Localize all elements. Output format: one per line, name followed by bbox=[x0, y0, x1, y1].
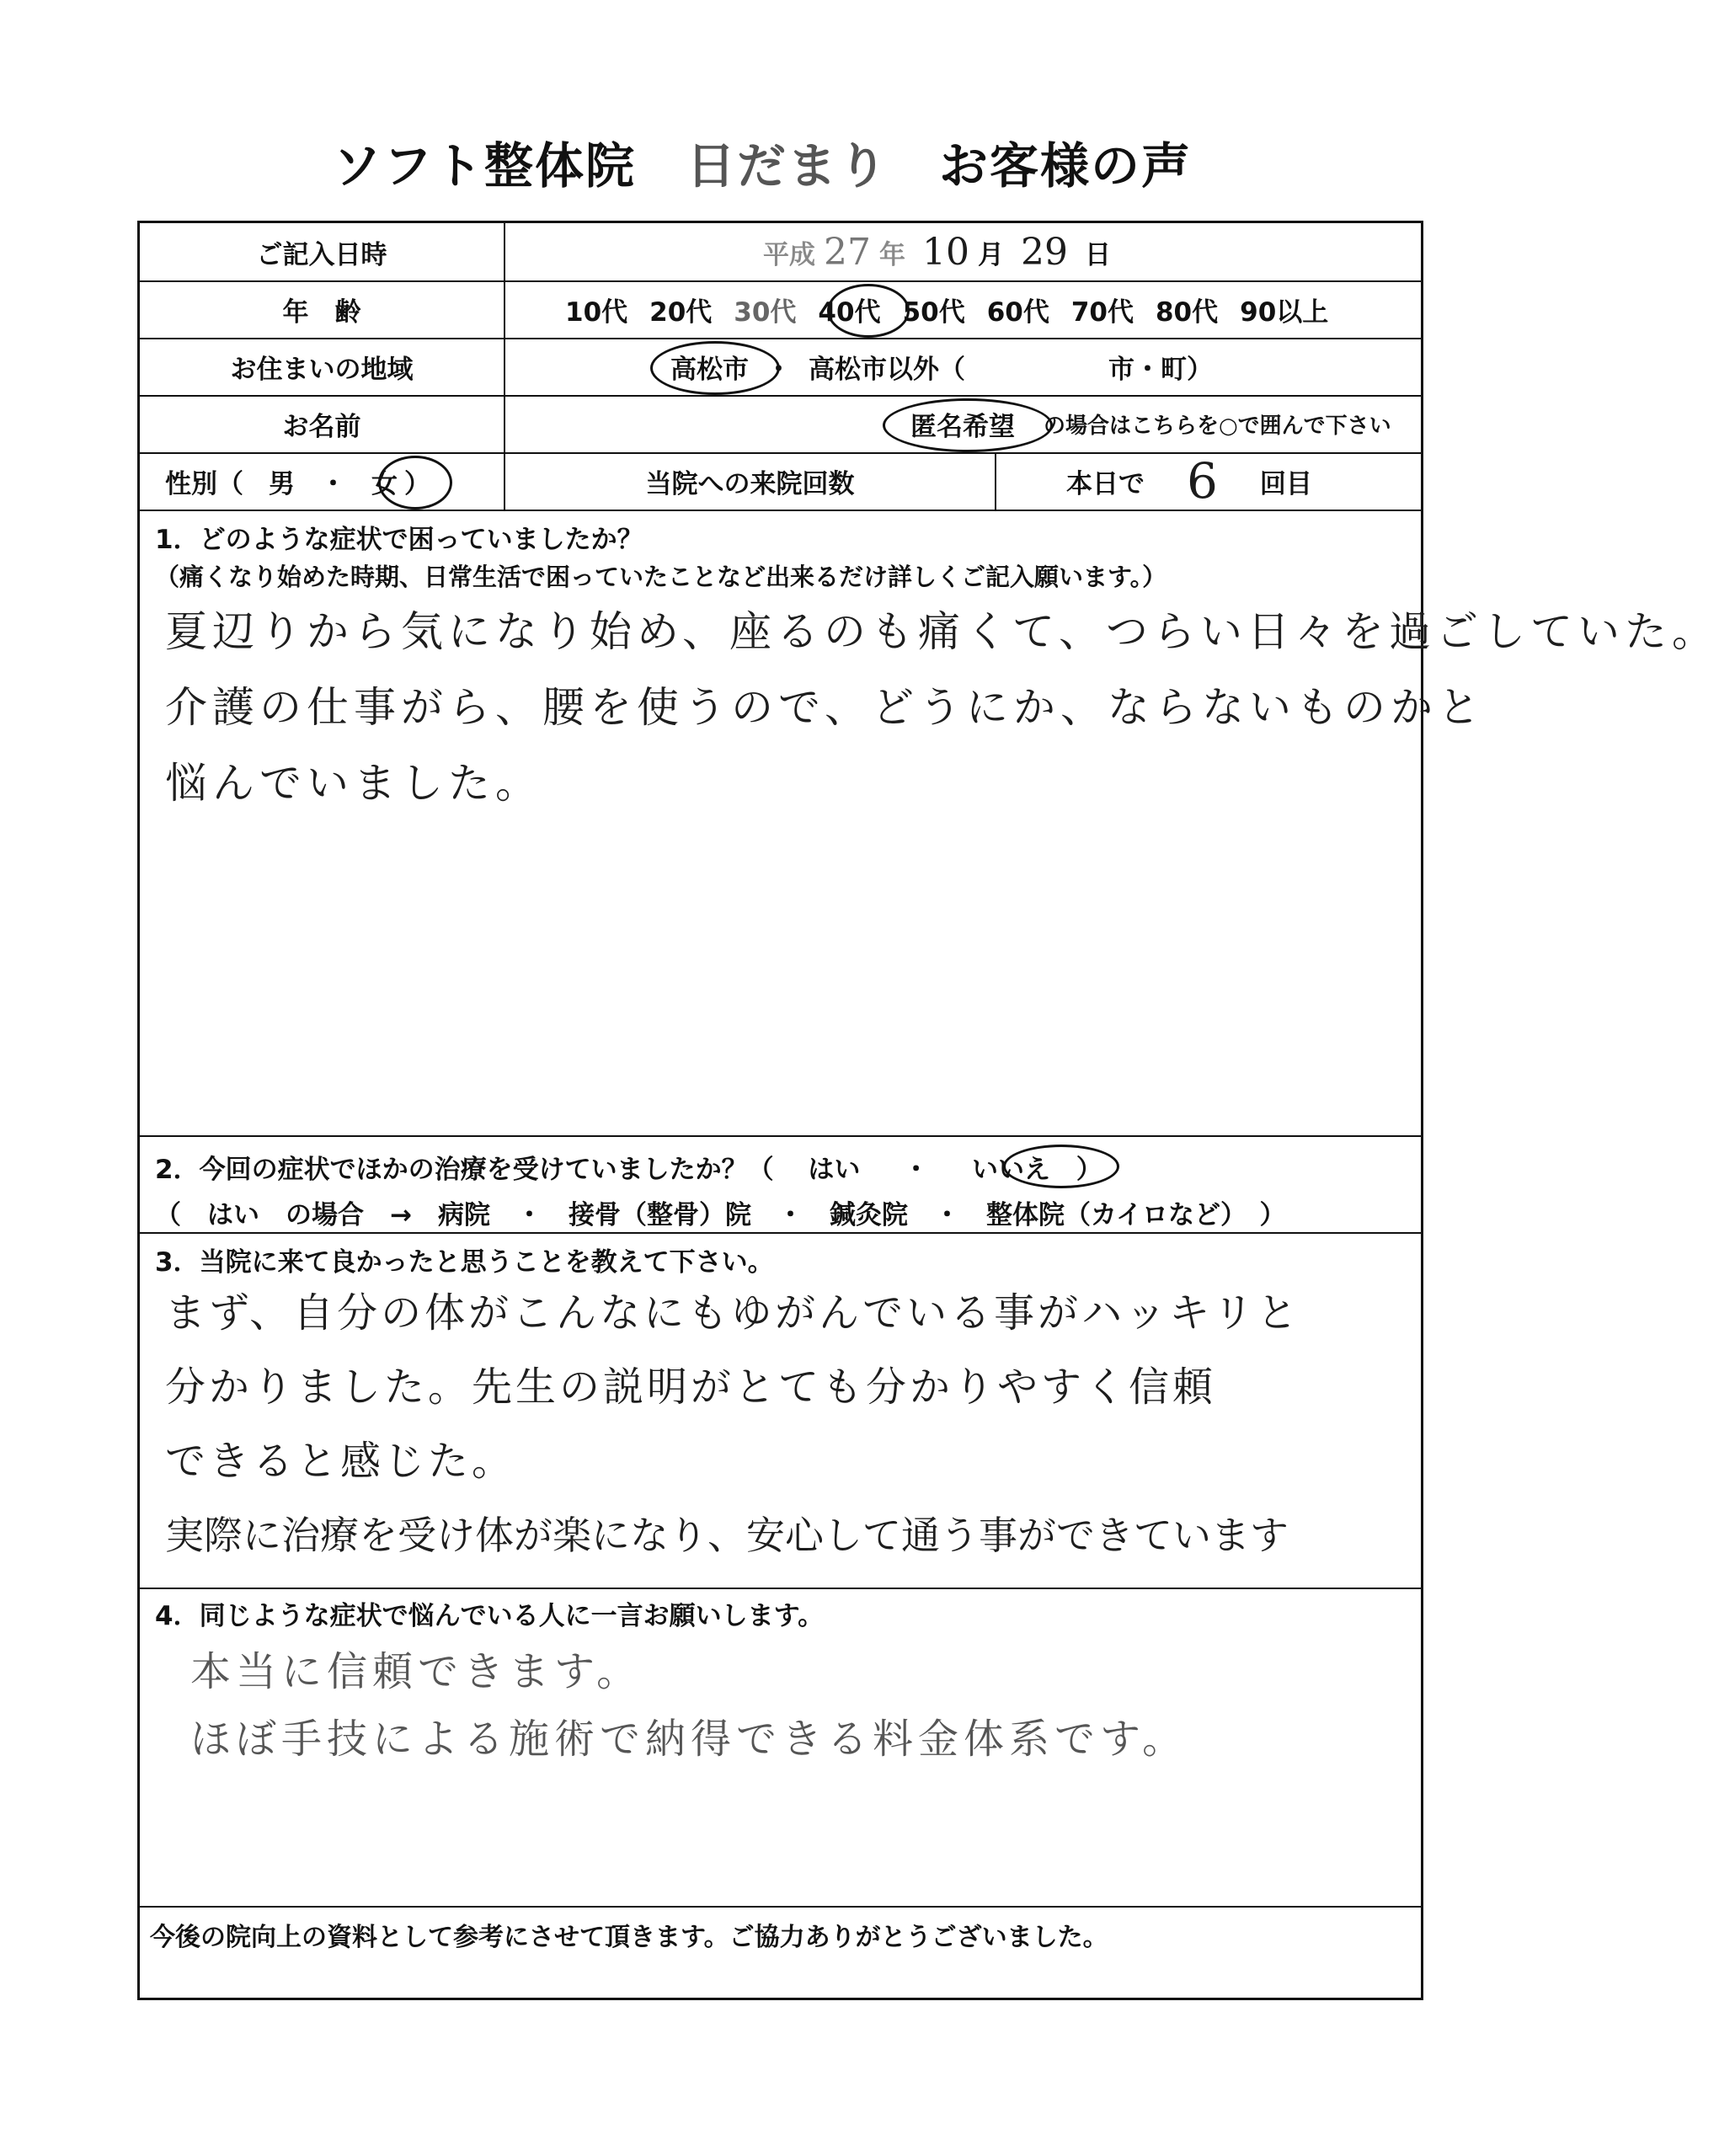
region-suffix: 市・町） bbox=[1108, 354, 1213, 385]
age-option-selected[interactable]: 40代 bbox=[818, 296, 881, 328]
q3-answer bbox=[165, 1276, 1300, 1572]
age-option[interactable]: 60代 bbox=[986, 296, 1049, 328]
row-divider bbox=[140, 510, 1421, 511]
q4-answer bbox=[190, 1638, 1188, 1773]
gender-label: 性別（ bbox=[165, 468, 243, 499]
date-month: 10 bbox=[922, 230, 969, 274]
q1-answer bbox=[165, 594, 1719, 821]
section-divider bbox=[140, 1906, 1421, 1908]
anonymous-note: の場合はこちらを○で囲んで下さい bbox=[1044, 413, 1391, 439]
selection-circle bbox=[827, 284, 910, 338]
age-option[interactable]: 70代 bbox=[1070, 296, 1134, 328]
section-divider bbox=[140, 1232, 1421, 1234]
survey-form bbox=[137, 221, 1719, 2000]
gender-separator: ・ bbox=[320, 468, 346, 499]
age-options bbox=[565, 280, 1328, 338]
answer-line: 悩んでいました。 bbox=[165, 759, 542, 808]
answer-line: 分かりました。先生の説明がとても分かりやすく信頼 bbox=[165, 1364, 1217, 1411]
page-title bbox=[0, 126, 1524, 197]
answer-line: 夏辺りから気になり始め、座るのも痛くて、つらい日々を過ごしていた。 bbox=[165, 607, 1719, 656]
answer-line: 実際に治療を受け体が楽になり、安心して通う事ができています bbox=[165, 1513, 1289, 1558]
visits-label: 当院への来院回数 bbox=[645, 468, 855, 499]
q1-title: 1．どのような症状で困っていましたか？ bbox=[155, 525, 643, 555]
date-label: ご記入日時 bbox=[256, 239, 387, 270]
column-divider bbox=[995, 452, 996, 510]
q2-title-row bbox=[155, 1148, 1102, 1186]
q2-yes[interactable]: はい bbox=[808, 1155, 861, 1185]
answer-line: ほぼ手技による施術で納得できる料金体系です。 bbox=[190, 1716, 1188, 1763]
age-option[interactable]: 10代 bbox=[565, 296, 628, 328]
date-day-unit: 日 bbox=[1085, 239, 1111, 270]
selection-circle bbox=[650, 341, 780, 395]
name-label: お名前 bbox=[282, 411, 361, 442]
title-name: 日だまり bbox=[686, 137, 889, 195]
gender-female[interactable]: 女 bbox=[371, 468, 398, 499]
region-separator: ・ bbox=[766, 354, 792, 385]
section-divider bbox=[140, 1588, 1421, 1589]
age-option[interactable]: 30代 bbox=[734, 296, 797, 328]
age-label: 年 齢 bbox=[282, 296, 361, 328]
footer-note: 今後の院向上の資料として参考にさせて頂きます。ご協力ありがとうございました。 bbox=[150, 1923, 1108, 1952]
age-option[interactable]: 80代 bbox=[1155, 296, 1219, 328]
q2-title: 2．今回の症状でほかの治療を受けていましたか？（ bbox=[155, 1155, 774, 1185]
section-divider bbox=[140, 1135, 1421, 1137]
title-clinic: ソフト整体院 bbox=[332, 137, 636, 195]
q2-detail: （ はい の場合 → 病院 ・ 接骨（整骨）院 ・ 鍼灸院 ・ 整体院（カイロなど） ） bbox=[155, 1200, 1286, 1230]
gender-male[interactable]: 男 bbox=[269, 468, 295, 499]
q1-subtitle: （痛くなり始めた時期、日常生活で困っていたことなど出来るだけ詳しくご記入願います。） bbox=[155, 563, 1167, 591]
date-era: 平成 bbox=[763, 239, 815, 270]
age-option[interactable]: 20代 bbox=[649, 296, 713, 328]
date-year: 27 bbox=[824, 230, 871, 274]
answer-line: できると感じた。 bbox=[165, 1438, 516, 1485]
anonymous-option[interactable]: 匿名希望 bbox=[910, 411, 1015, 442]
region-option-takamatsu[interactable]: 高松市 bbox=[670, 354, 749, 385]
visits-today: 本日で bbox=[1066, 468, 1145, 499]
q2-separator: ・ bbox=[903, 1155, 930, 1185]
answer-line: 介護の仕事がら、腰を使うので、どうにか、ならないものかと bbox=[165, 683, 1485, 732]
selection-circle bbox=[378, 456, 452, 510]
date-month-unit: 月 bbox=[978, 239, 1004, 270]
q2-close: ） bbox=[1076, 1155, 1102, 1185]
selection-circle bbox=[883, 398, 1053, 452]
title-suffix: お客様の声 bbox=[939, 137, 1193, 195]
answer-line: 本当に信頼できます。 bbox=[190, 1648, 643, 1695]
answer-line: まず、自分の体がこんなにもゆがんでいる事がハッキリと bbox=[165, 1289, 1301, 1337]
q2-no[interactable]: いいえ bbox=[971, 1155, 1050, 1185]
q4-title: 4．同じような症状で悩んでいる人に一言お願いします。 bbox=[155, 1601, 825, 1631]
date-year-unit: 年 bbox=[879, 239, 905, 270]
visits-count-field bbox=[1066, 452, 1312, 510]
gender-close: ） bbox=[404, 468, 430, 499]
visits-unit: 回目 bbox=[1259, 468, 1312, 499]
age-option[interactable]: 50代 bbox=[902, 296, 965, 328]
q3-title: 3．当院に来て良かったと思うことを教えて下さい。 bbox=[155, 1247, 774, 1278]
date-value bbox=[763, 223, 1111, 280]
age-option[interactable]: 90以上 bbox=[1240, 296, 1329, 328]
date-day: 29 bbox=[1021, 230, 1068, 274]
selection-circle bbox=[1003, 1145, 1119, 1188]
region-label: お住まいの地域 bbox=[230, 354, 414, 385]
region-option-other[interactable]: 高松市以外（ bbox=[809, 354, 965, 385]
visits-count: 6 bbox=[1187, 452, 1218, 510]
